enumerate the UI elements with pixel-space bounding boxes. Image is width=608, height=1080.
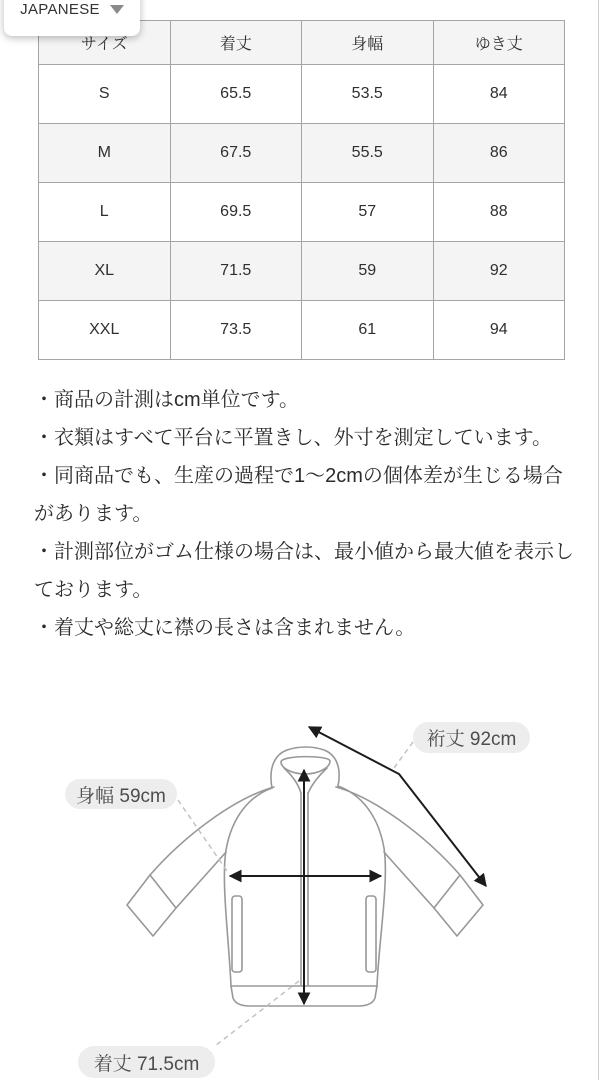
measurement-arrows (230, 727, 486, 1004)
kitake-connector (215, 981, 299, 1046)
value-cell: 84 (433, 65, 565, 124)
table-row (39, 242, 565, 301)
size-cell: S (39, 65, 171, 124)
value-cell: 61 (302, 301, 434, 360)
note-line: ・着丈や総丈に襟の長さは含まれません。 (34, 617, 416, 639)
value-cell: 57 (302, 183, 434, 242)
column-header: サイズ (39, 21, 171, 65)
size-cell: M (39, 124, 171, 183)
size-table (38, 20, 565, 360)
caret-down-icon (110, 5, 124, 14)
column-header: 着丈 (170, 21, 302, 65)
table-row (39, 65, 565, 124)
value-cell: 65.5 (170, 65, 302, 124)
language-dropdown-label: JAPANESE (20, 0, 100, 18)
mihaba-label: 身幅 59cm (65, 779, 177, 809)
size-cell: XXL (39, 301, 171, 360)
note-line: があります。 (34, 503, 153, 525)
table-row (39, 183, 565, 242)
value-cell: 92 (433, 242, 565, 301)
note-line: ・計測部位がゴム仕様の場合は、最小値から最大値を表示し (34, 541, 574, 563)
value-cell: 71.5 (170, 242, 302, 301)
size-cell: XL (39, 242, 171, 301)
yukitake-connector (394, 742, 413, 768)
left-pocket (232, 896, 242, 972)
value-cell: 86 (433, 124, 565, 183)
note-line: ・商品の計測はcm単位です。 (34, 389, 300, 411)
value-cell: 67.5 (170, 124, 302, 183)
language-dropdown[interactable] (4, 0, 140, 36)
value-cell: 59 (302, 242, 434, 301)
value-cell: 73.5 (170, 301, 302, 360)
table-row (39, 301, 565, 360)
size-cell: L (39, 183, 171, 242)
measurement-notes (34, 381, 600, 647)
value-cell: 55.5 (302, 124, 434, 183)
value-cell: 53.5 (302, 65, 434, 124)
column-header: ゆき丈 (433, 21, 565, 65)
value-cell: 88 (433, 183, 565, 242)
dashed-connectors (178, 742, 413, 1046)
note-line: ・同商品でも、生産の過程で1〜2cmの個体差が生じる場合 (34, 465, 563, 487)
note-line: ・衣類はすべて平台に平置きし、外寸を測定しています。 (34, 427, 552, 449)
mihaba-connector (178, 800, 227, 871)
yukitake-label: 裄丈 92cm (413, 722, 530, 753)
note-line: ております。 (34, 579, 153, 601)
right-pocket (366, 896, 376, 972)
column-header: 身幅 (302, 21, 434, 65)
value-cell: 69.5 (170, 183, 302, 242)
table-row (39, 124, 565, 183)
value-cell: 94 (433, 301, 565, 360)
kitake-label: 着丈 71.5cm (78, 1046, 215, 1078)
